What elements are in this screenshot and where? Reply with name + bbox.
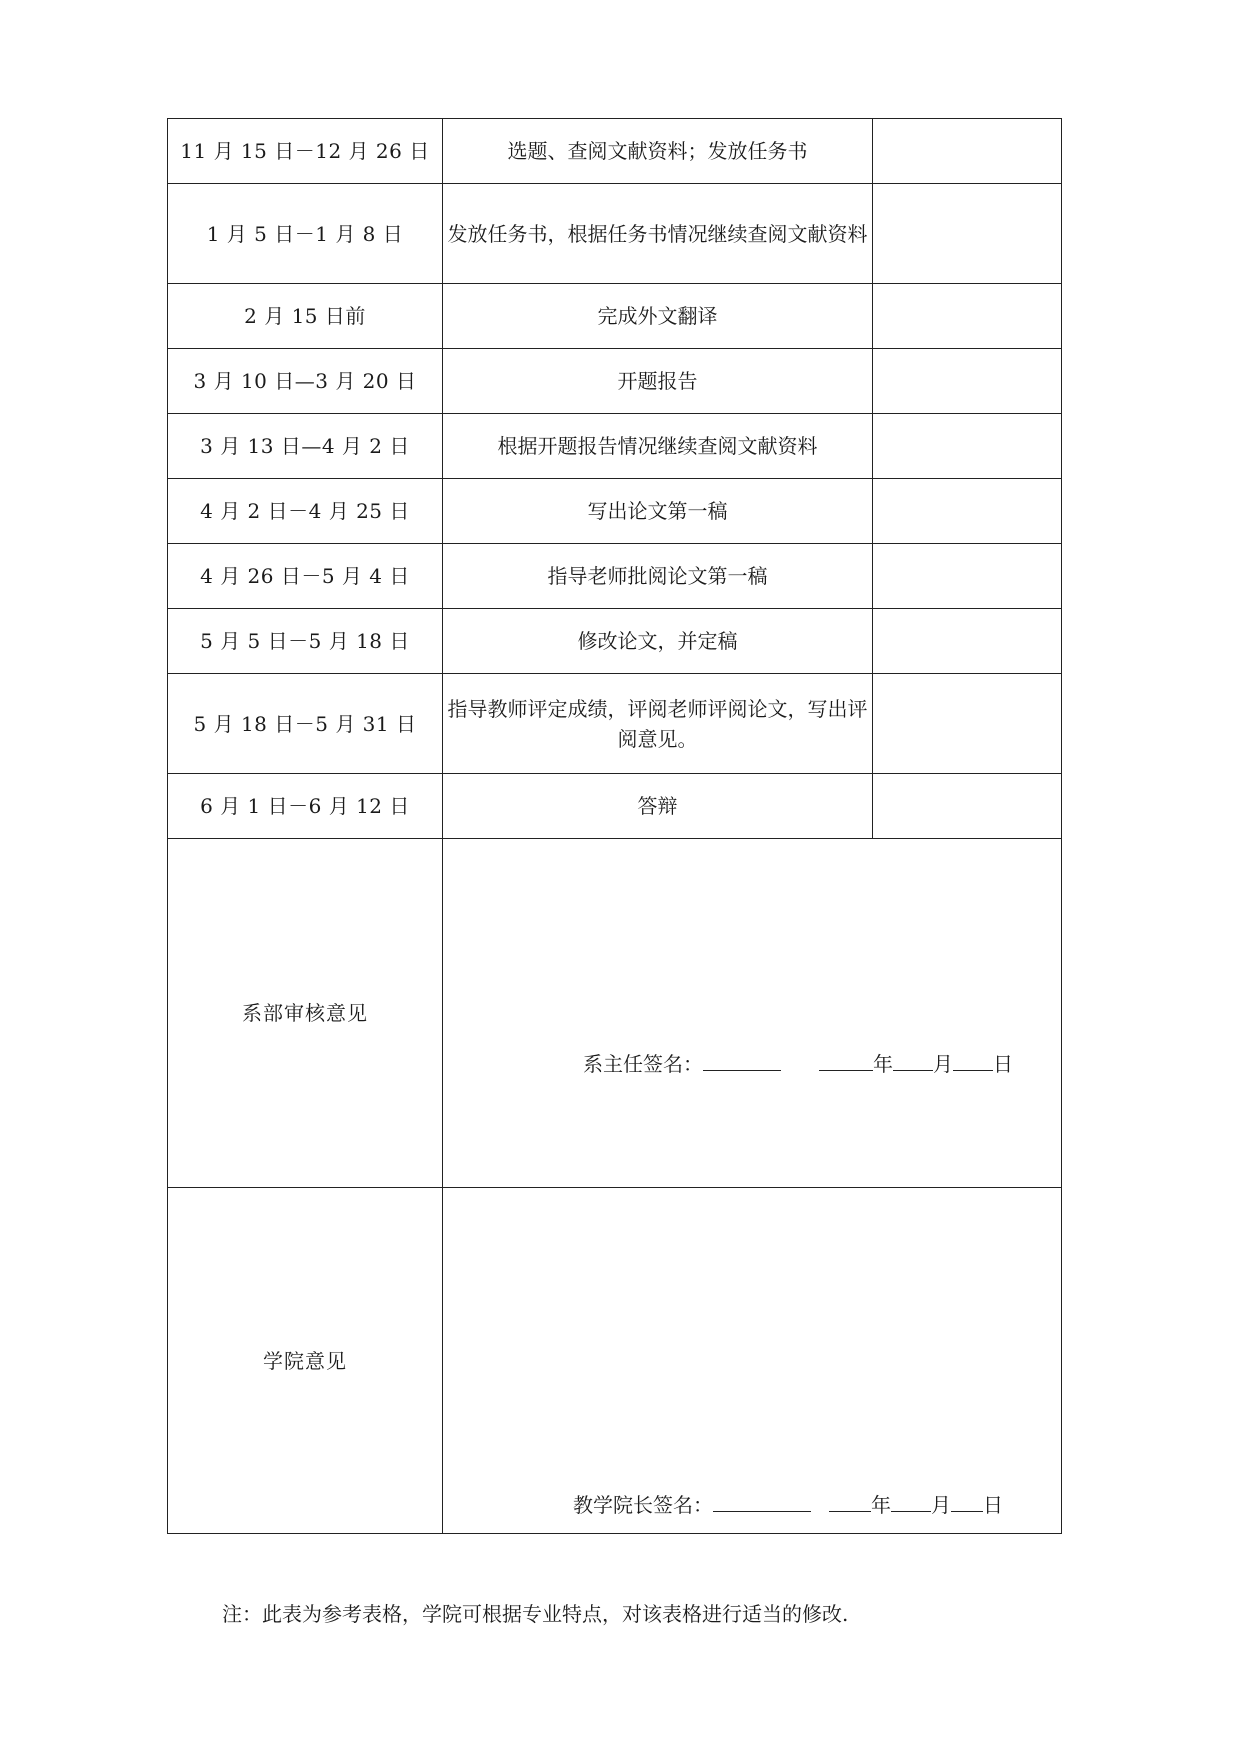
schedule-date: 4 月 2 日－4 月 25 日 [168, 479, 443, 544]
college-month-label: 月 [931, 1493, 951, 1517]
department-signature-line [583, 1049, 1013, 1079]
table-row [168, 284, 1062, 349]
department-review-field[interactable] [443, 839, 1062, 1188]
director-signature-blank[interactable] [703, 1052, 781, 1071]
review-year-label: 年 [873, 1052, 893, 1076]
college-day-label: 日 [983, 1493, 1003, 1517]
schedule-date: 3 月 10 日—3 月 20 日 [168, 349, 443, 414]
table-row [168, 674, 1062, 774]
schedule-task: 写出论文第一稿 [443, 479, 873, 544]
department-review-row [168, 839, 1062, 1188]
dean-signature-blank[interactable] [713, 1493, 811, 1512]
schedule-remark [873, 414, 1062, 479]
schedule-date: 5 月 18 日－5 月 31 日 [168, 674, 443, 774]
schedule-task: 答辩 [443, 774, 873, 839]
schedule-remark [873, 674, 1062, 774]
schedule-remark [873, 479, 1062, 544]
review-month-blank[interactable] [893, 1052, 933, 1071]
table-row [168, 774, 1062, 839]
schedule-task: 开题报告 [443, 349, 873, 414]
footnote: 注：此表为参考表格，学院可根据专业特点，对该表格进行适当的修改. [222, 1602, 849, 1626]
table-row [168, 414, 1062, 479]
review-month-label: 月 [933, 1052, 953, 1076]
director-signature-label: 系主任签名： [583, 1052, 703, 1076]
schedule-date: 2 月 15 日前 [168, 284, 443, 349]
schedule-task: 修改论文，并定稿 [443, 609, 873, 674]
review-year-blank[interactable] [819, 1052, 873, 1071]
schedule-remark [873, 609, 1062, 674]
schedule-date: 3 月 13 日—4 月 2 日 [168, 414, 443, 479]
schedule-remark [873, 284, 1062, 349]
schedule-remark [873, 349, 1062, 414]
table-row [168, 544, 1062, 609]
schedule-date: 11 月 15 日－12 月 26 日 [168, 119, 443, 184]
schedule-task: 指导教师评定成绩，评阅老师评阅论文，写出评阅意见。 [443, 674, 873, 774]
college-opinion-field[interactable] [443, 1188, 1062, 1534]
schedule-task: 发放任务书，根据任务书情况继续查阅文献资料 [443, 184, 873, 284]
college-opinion-label: 学院意见 [168, 1188, 443, 1534]
college-day-blank[interactable] [951, 1493, 983, 1512]
schedule-task: 指导老师批阅论文第一稿 [443, 544, 873, 609]
review-day-blank[interactable] [953, 1052, 993, 1071]
schedule-remark [873, 119, 1062, 184]
schedule-task: 根据开题报告情况继续查阅文献资料 [443, 414, 873, 479]
table-row [168, 119, 1062, 184]
review-day-label: 日 [993, 1052, 1013, 1076]
table-row [168, 184, 1062, 284]
schedule-task: 选题、查阅文献资料；发放任务书 [443, 119, 873, 184]
dean-signature-label: 教学院长签名： [573, 1493, 713, 1517]
college-year-blank[interactable] [829, 1493, 871, 1512]
college-opinion-row [168, 1188, 1062, 1534]
schedule-remark [873, 184, 1062, 284]
table-row [168, 479, 1062, 544]
schedule-date: 1 月 5 日－1 月 8 日 [168, 184, 443, 284]
schedule-date: 4 月 26 日－5 月 4 日 [168, 544, 443, 609]
college-month-blank[interactable] [891, 1493, 931, 1512]
schedule-remark [873, 544, 1062, 609]
schedule-remark [873, 774, 1062, 839]
table-row [168, 349, 1062, 414]
schedule-task: 完成外文翻译 [443, 284, 873, 349]
college-signature-line [573, 1490, 1003, 1520]
schedule-date: 6 月 1 日－6 月 12 日 [168, 774, 443, 839]
table-row [168, 609, 1062, 674]
schedule-date: 5 月 5 日－5 月 18 日 [168, 609, 443, 674]
department-review-label: 系部审核意见 [168, 839, 443, 1188]
college-year-label: 年 [871, 1493, 891, 1517]
schedule-table [167, 118, 1062, 1534]
